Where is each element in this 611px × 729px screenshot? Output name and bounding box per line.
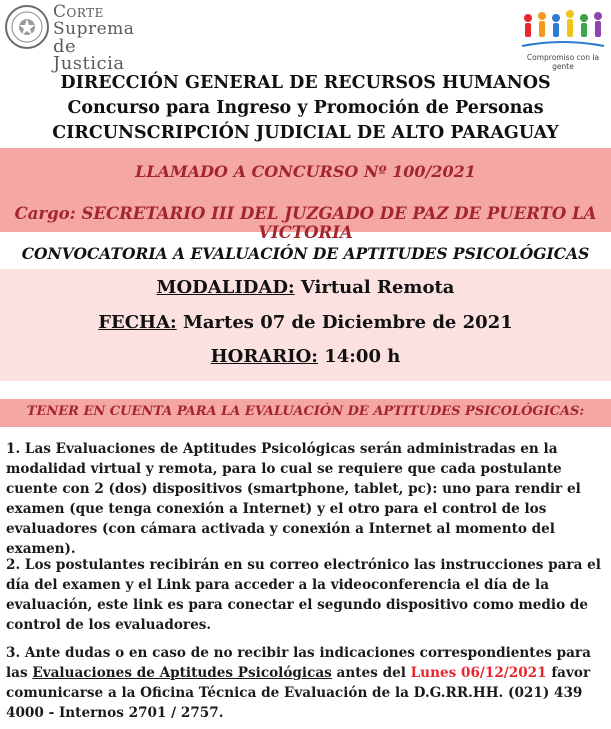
modality-label: MODALIDAD: bbox=[156, 277, 295, 298]
logo-line-2: Suprema bbox=[53, 19, 135, 39]
item-3-text-c: favor comunicarse a la Oficina Técnica de Evaluación de la D.G.RR.HH. (021) 439 4000 - Internos 2701 / 2757. bbox=[6, 665, 591, 721]
time-row bbox=[0, 346, 611, 367]
modality-row bbox=[0, 277, 611, 298]
note-band bbox=[0, 399, 611, 427]
seal-icon bbox=[4, 4, 50, 50]
item-1: 1. Las Evaluaciones de Aptitudes Psicológicas serán administradas en la modalidad virtual y remota, para lo cual se requiere que cada postulante cuente con 2 (dos) dispositivos (smartphone, tablet, pc): uno para rendir el examen (que tenga conexión a Internet) y el otro para el control de los evaluadores (con cámara activada y conexión a Internet al momento del examen). bbox=[6, 441, 581, 557]
title-circunscripcion: CIRCUNSCRIPCIÓN JUDICIAL DE ALTO PARAGUAY bbox=[52, 123, 559, 143]
item-3 bbox=[6, 643, 606, 723]
date-value: Martes 07 de Diciembre de 2021 bbox=[176, 312, 513, 333]
item-2: 2. Los postulantes recibirán en su correo electrónico las instrucciones para el día del examen y el Link para acceder a la videoconferencia el día de la evaluación, este link es para conectar el segundo dispositivo como medio de control de los evaluadores. bbox=[6, 557, 601, 633]
logo-line-3: de Justicia bbox=[53, 36, 125, 74]
item-3-deadline: Lunes 06/12/2021 bbox=[410, 665, 547, 681]
title-direccion: DIRECCIÓN GENERAL DE RECURSOS HUMANOS bbox=[60, 73, 551, 93]
item-3-text-a: 3. Ante dudas o en caso de no recibir las indicaciones correspondientes para las bbox=[6, 645, 591, 681]
corte-suprema-logo bbox=[4, 2, 135, 74]
compromiso-logo bbox=[516, 8, 610, 71]
logo-text bbox=[53, 4, 134, 72]
title-concurso: Concurso para Ingreso y Promoción de Personas bbox=[67, 98, 544, 118]
logo-line-1: Corte bbox=[53, 2, 104, 22]
call-position: Cargo: SECRETARIO III DEL JUZGADO DE PAZ DE PUERTO LA VICTORIA bbox=[14, 204, 597, 242]
item-3-evaluations: Evaluaciones de Aptitudes Psicológicas bbox=[32, 665, 332, 681]
page-header bbox=[0, 0, 611, 74]
convocation-heading: CONVOCATORIA A EVALUACIÓN DE APTITUDES PSICOLÓGICAS bbox=[21, 244, 590, 263]
details-band bbox=[0, 269, 611, 381]
note-title: TENER EN CUENTA PARA LA EVALUACIÓN DE APTITUDES PSICOLÓGICAS: bbox=[26, 404, 585, 419]
date-label: FECHA: bbox=[98, 312, 177, 333]
date-row bbox=[0, 312, 611, 333]
time-label: HORARIO: bbox=[210, 346, 318, 367]
time-value: 14:00 h bbox=[317, 346, 401, 367]
modality-value: Virtual Remota bbox=[294, 277, 455, 298]
call-number: LLAMADO A CONCURSO Nº 100/2021 bbox=[135, 162, 476, 181]
call-band bbox=[0, 148, 611, 242]
logo-tagline: Compromiso con la gente bbox=[526, 53, 600, 71]
item-3-text-b: antes del bbox=[331, 665, 411, 681]
people-icon bbox=[516, 8, 610, 52]
